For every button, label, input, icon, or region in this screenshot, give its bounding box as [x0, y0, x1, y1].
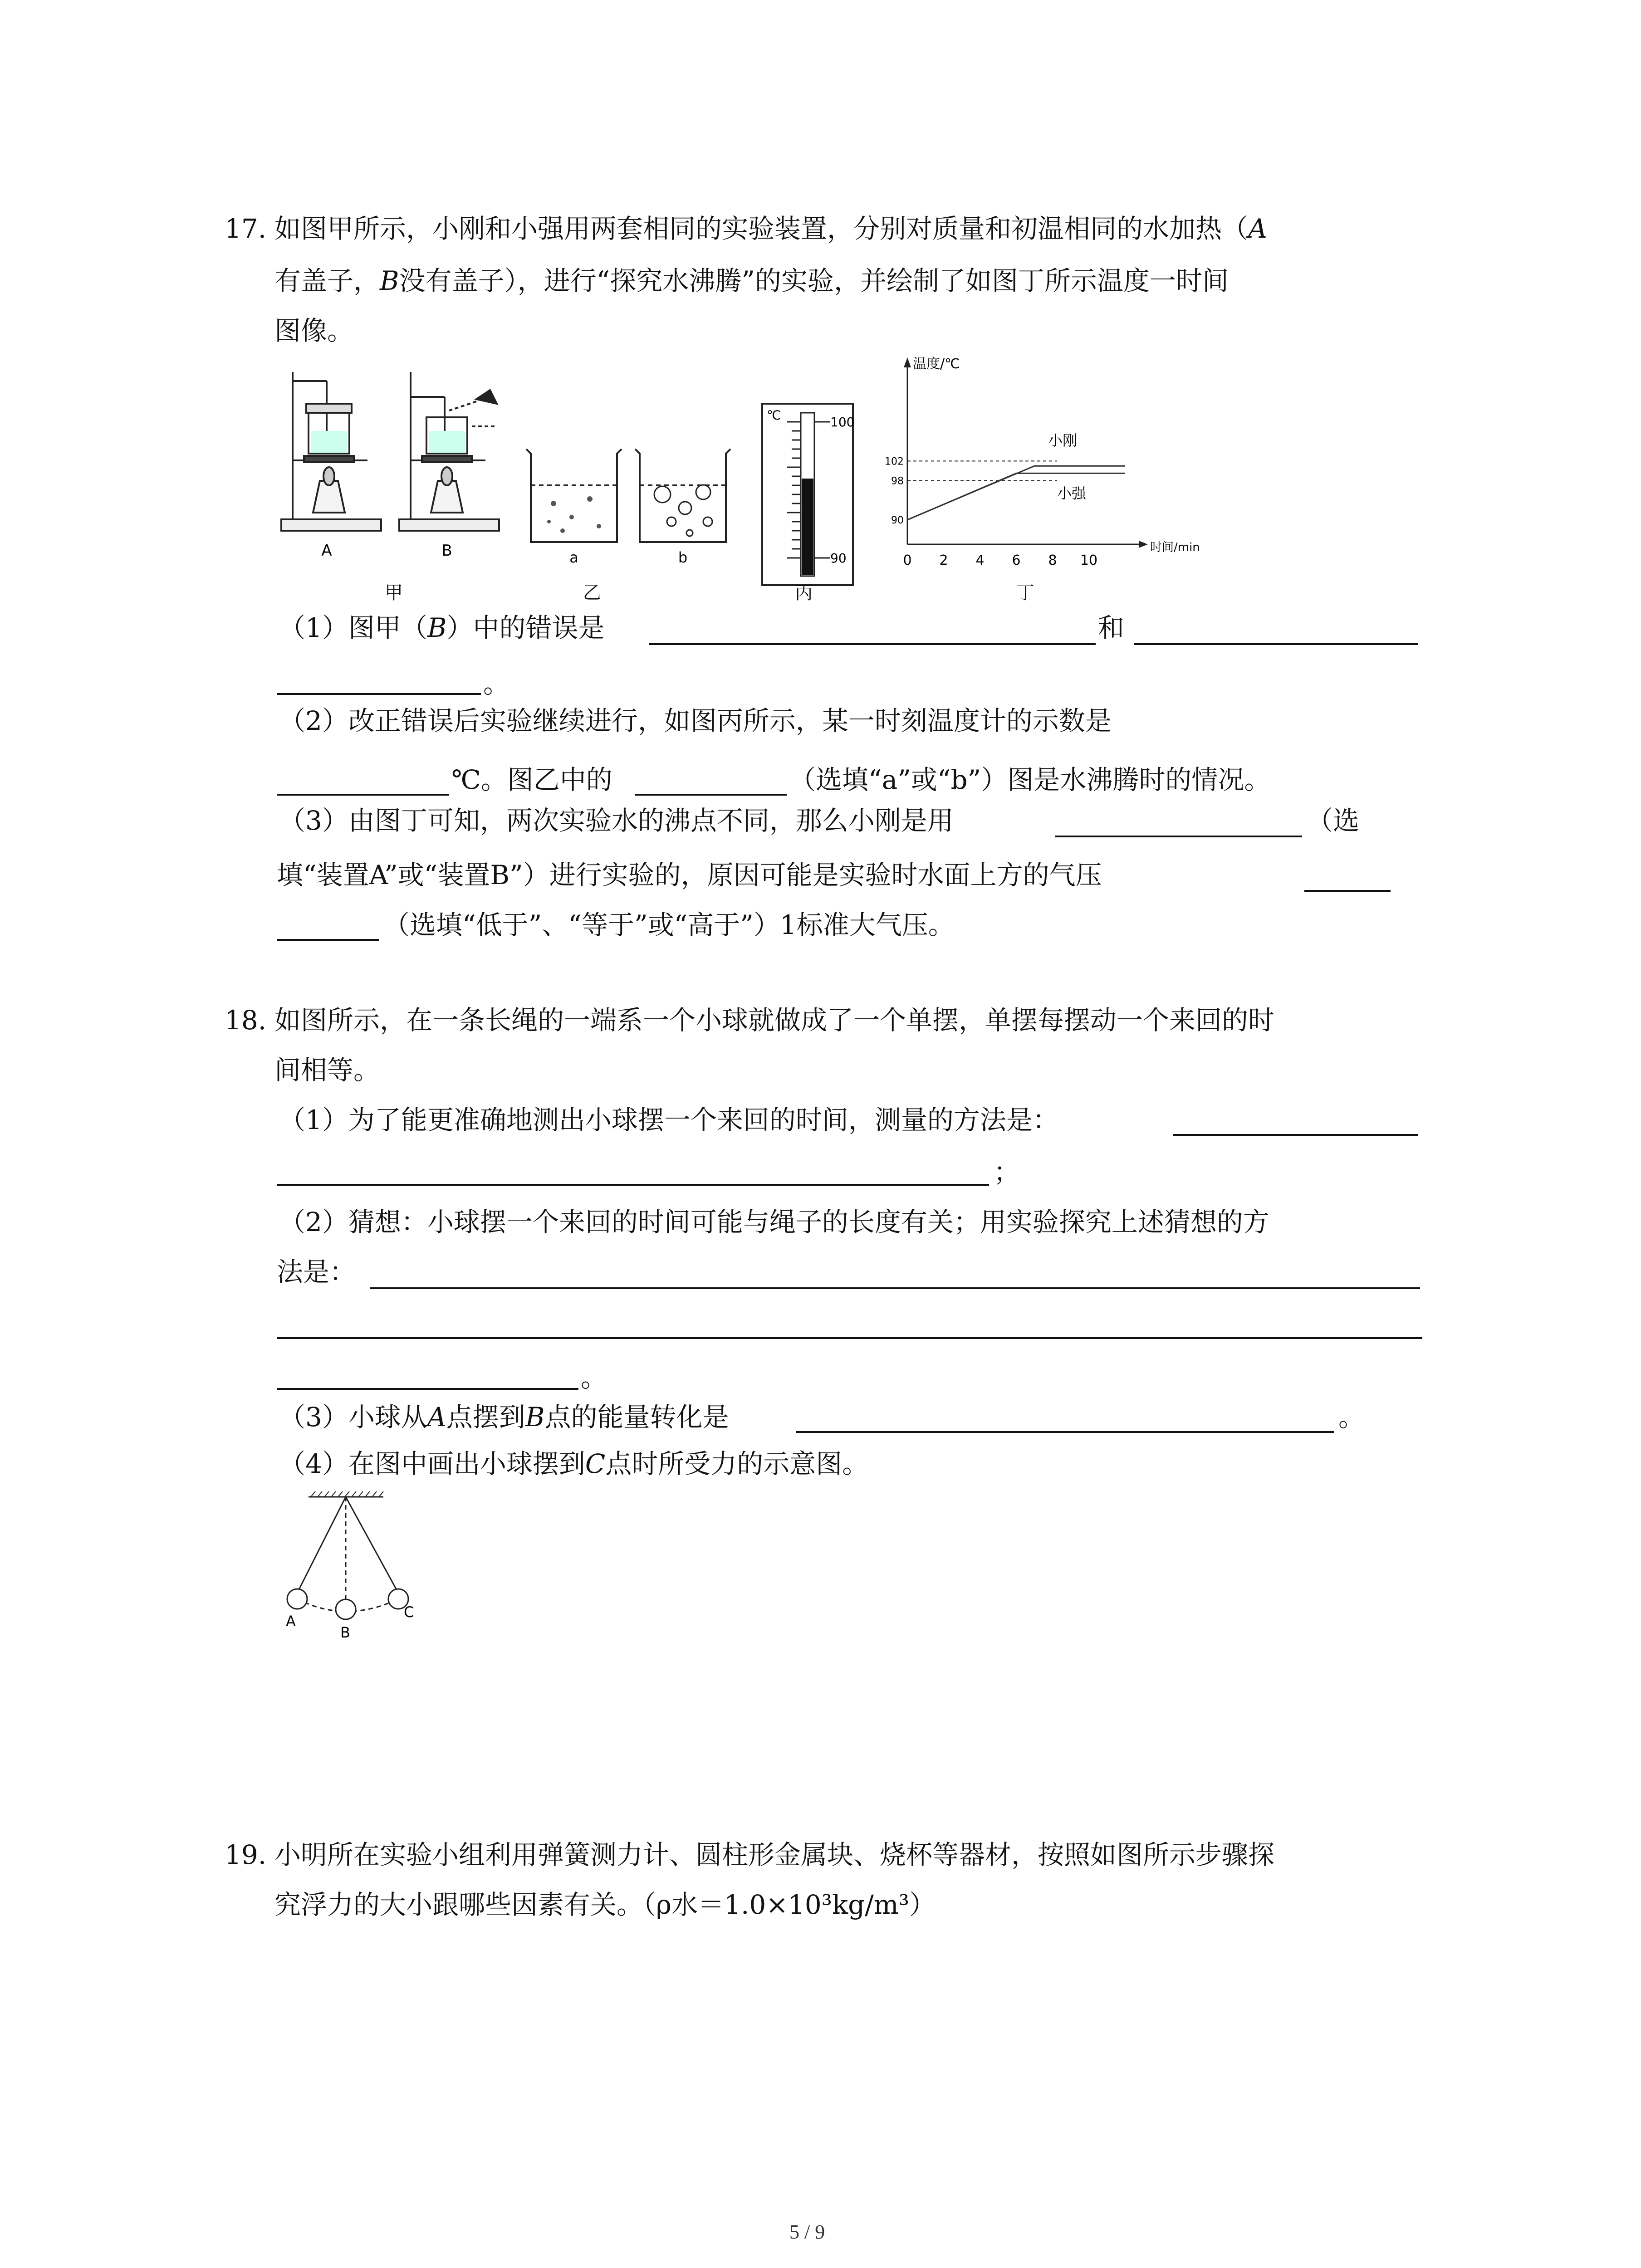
chart-axes: [904, 357, 1148, 548]
q18-sub2-line1: （2）猜想：小球摆一个来回的时间可能与绳子的长度有关；用实验探究上述猜想的方: [279, 1207, 1269, 1237]
q17-sub3-line1: （3）由图丁可知，两次实验水的沸点不同，那么小刚是用: [279, 805, 954, 836]
thermometer-tick-100: 100: [830, 415, 855, 430]
q18-sub2-blank1[interactable]: [370, 1287, 1420, 1289]
q18-sub2-blank3[interactable]: [277, 1388, 578, 1390]
chart-y-label: 温度/℃: [913, 356, 960, 372]
q17-sub1-b: ）中的错误是: [446, 612, 605, 643]
q18-sub4-a: （4）在图中画出小球摆到: [279, 1448, 585, 1479]
q18-sub3-blank[interactable]: [796, 1431, 1334, 1433]
q18-stem-line2: 间相等。: [274, 1055, 380, 1085]
q17-sub1-blank1[interactable]: [649, 643, 1096, 645]
q17-sub3-blank2[interactable]: [1304, 890, 1391, 892]
q18-sub1-blank1[interactable]: [1173, 1134, 1418, 1136]
q18-sub4: [279, 1448, 869, 1479]
q18-sub3: [279, 1404, 729, 1430]
chart-x-arrow: [1139, 541, 1148, 548]
chart-y-tick-90: 90: [891, 515, 904, 526]
q17-stem-var-b: B: [380, 265, 399, 296]
q17-sub1-and: 和: [1098, 612, 1125, 643]
q18-sub3-end: 。: [1338, 1402, 1365, 1432]
q18-sub3-c: 点的能量转化是: [544, 1402, 729, 1432]
q17-sub2-rest: （选填“a”或“b”）图是水沸腾时的情况。: [789, 764, 1271, 795]
beaker-label-b: b: [678, 549, 688, 566]
figure-bing-thermometer: [758, 399, 862, 590]
chart-labels: [885, 356, 1200, 568]
chart-series-label-0: 小刚: [1048, 432, 1078, 450]
q17-stem-line2: [274, 265, 1229, 296]
figure-yi-beakers: [522, 445, 740, 572]
figure-jia-caption: 甲: [385, 582, 403, 603]
q17-stem-var-a: A: [1248, 213, 1267, 244]
q18-sub3-a: （3）小球从: [279, 1402, 427, 1432]
q17-stem-line1: [274, 215, 1267, 242]
thermometer-tick-90: 90: [830, 551, 847, 566]
page-number: 5 / 9: [789, 2221, 825, 2243]
q18-sub4-var: C: [585, 1448, 606, 1479]
q17-stem-line1-text: 如图甲所示，小刚和小强用两套相同的实验装置，分别对质量和初温相同的水加热（: [274, 213, 1249, 244]
figure-ding-chart: [876, 354, 1220, 572]
q18-sub2-blank2[interactable]: [277, 1337, 1422, 1339]
beaker-label-a: a: [569, 549, 578, 566]
q17-stem-line2-a: 有盖子，: [274, 265, 380, 296]
q17-stem-line2-b: 没有盖子），进行“探究水沸腾”的实验，并绘制了如图丁所示温度一时间: [399, 265, 1229, 296]
chart-x-label: 时间/min: [1150, 541, 1200, 554]
q18-sub2-line2: 法是：: [277, 1256, 356, 1287]
q18-sub3-b: 点摆到: [446, 1402, 525, 1432]
pendulum-label-b: B: [340, 1624, 350, 1641]
q19-line2: 究浮力的大小跟哪些因素有关。（ρ水＝1.0×10³kg/m³）: [274, 1889, 936, 1920]
q17-sub1-a: （1）图甲（: [279, 612, 427, 643]
q17-sub2-line1: （2）改正错误后实验继续进行，如图丙所示，某一时刻温度计的示数是: [279, 705, 1112, 736]
q17-sub2-blank2[interactable]: [635, 794, 787, 796]
q17-sub2-unit: ℃。图乙中的: [451, 764, 612, 795]
q19-number: 19.: [225, 1839, 267, 1870]
q17-sub3-line3: （选填“低于”、“等于”或“高于”）1标准大气压。: [383, 909, 955, 940]
q19-line1: 小明所在实验小组利用弹簧测力计、圆柱形金属块、烧杯等器材，按照如图所示步骤探: [274, 1839, 1275, 1870]
apparatus-label-b: B: [441, 542, 452, 560]
q18-sub3-var-b: B: [525, 1402, 545, 1432]
q18-sub1: （1）为了能更准确地测出小球摆一个来回的时间，测量的方法是：: [279, 1105, 1059, 1135]
chart-series: [907, 466, 1125, 520]
q18-stem-line1: 如图所示，在一条长绳的一端系一个小球就做成了一个单摆，单摆每摆动一个来回的时: [274, 1005, 1275, 1036]
q18-sub2-end: 。: [581, 1362, 607, 1393]
q17-sub1-end: 。: [483, 668, 510, 699]
figure-yi-caption: 乙: [583, 582, 601, 603]
q17-sub1-blank2[interactable]: [1134, 643, 1418, 645]
chart-x-tick-4: 4: [975, 552, 985, 568]
pendulum-label-a: A: [286, 1613, 296, 1630]
chart-series-label-1: 小强: [1057, 484, 1087, 502]
q17-sub3-line1-end: （选: [1307, 805, 1360, 836]
chart-x-tick-10: 10: [1080, 552, 1098, 568]
q18-number: 18.: [225, 1005, 267, 1036]
apparatus-label-a: A: [321, 542, 332, 560]
chart-x-tick-0: 0: [903, 552, 912, 568]
chart-x-tick-6: 6: [1012, 552, 1021, 568]
q18-sub3-var-a: A: [427, 1402, 446, 1432]
q17-sub3-line2: 填“装置A”或“装置B”）进行实验的，原因可能是实验时水面上方的气压: [277, 860, 1102, 890]
q18-sub4-b: 点时所受力的示意图。: [605, 1448, 869, 1479]
chart-x-tick-2: 2: [939, 552, 948, 568]
pendulum-label-c: C: [404, 1603, 414, 1621]
chart-y-tick-98: 98: [891, 475, 904, 487]
q17-stem-line3: 图像。: [274, 315, 354, 346]
q17-sub3-blank3[interactable]: [277, 939, 379, 941]
q18-sub1-end: ；: [994, 1157, 1020, 1188]
q18-sub1-blank2[interactable]: [277, 1184, 989, 1186]
q17-sub1-blank3[interactable]: [277, 693, 481, 695]
chart-y-tick-102: 102: [885, 456, 904, 468]
q17-sub1: [279, 612, 605, 643]
thermometer-unit: ℃: [767, 408, 781, 423]
pendulum-figure: [277, 1488, 431, 1642]
figure-jia-apparatus: [277, 363, 513, 572]
figure-ding-caption: 丁: [1016, 582, 1034, 603]
q17-sub3-blank1[interactable]: [1055, 836, 1302, 837]
chart-x-tick-8: 8: [1048, 552, 1057, 568]
q17-sub2-blank1[interactable]: [277, 794, 449, 796]
chart-y-arrow: [904, 357, 911, 367]
q17-sub1-var: B: [427, 612, 447, 643]
q17-number: 17.: [225, 213, 267, 244]
figure-bing-caption: 丙: [795, 582, 813, 603]
